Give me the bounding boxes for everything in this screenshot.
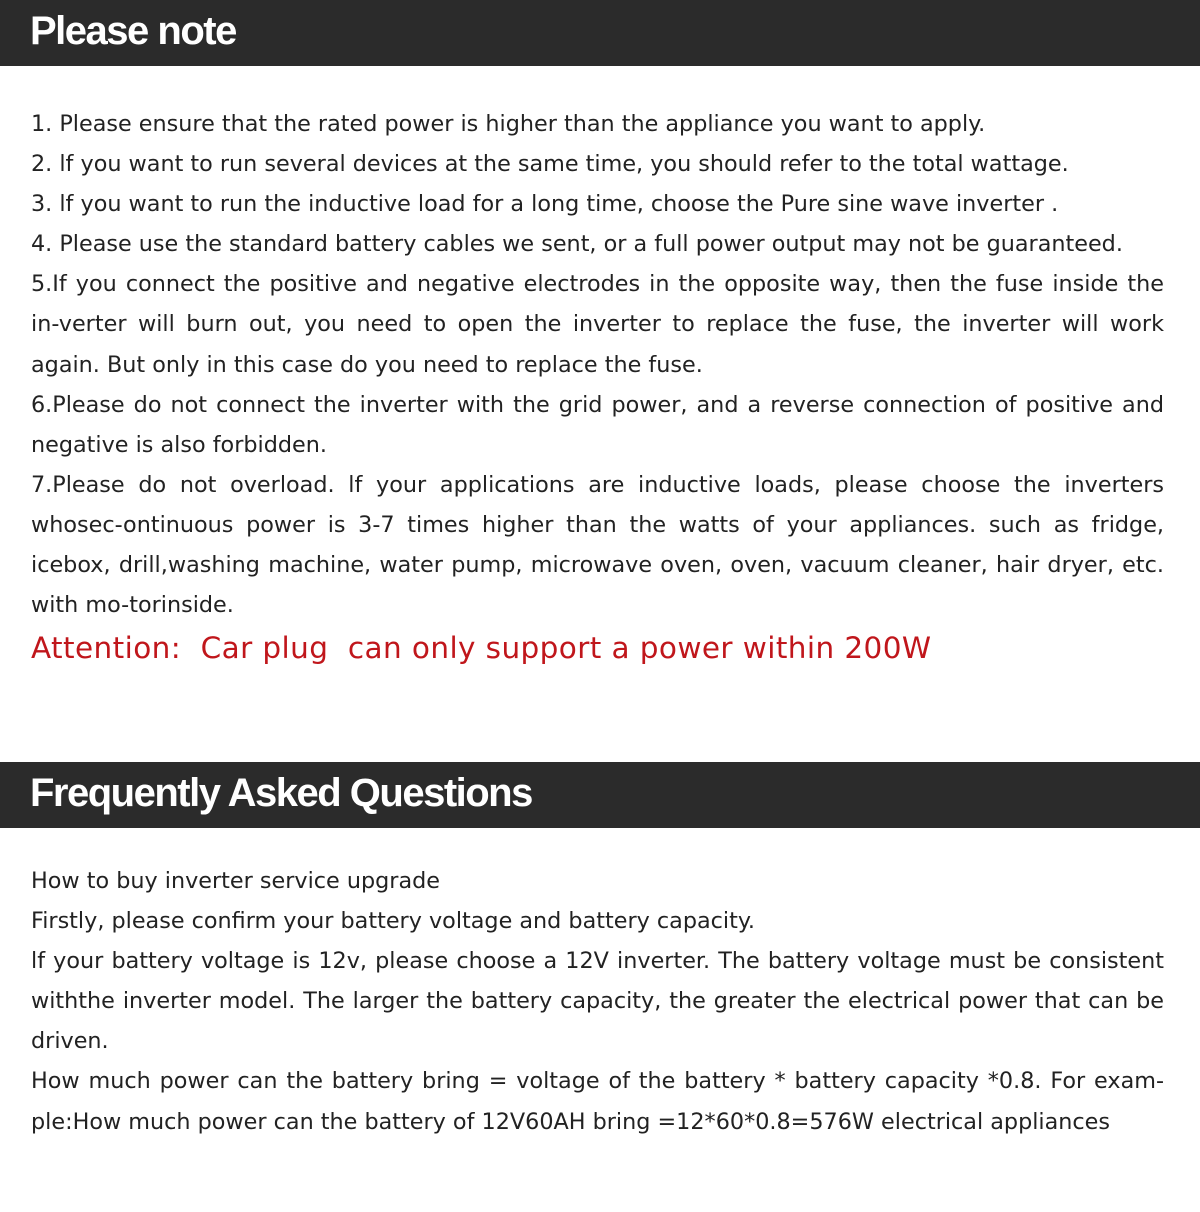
faq-content [31, 861, 1164, 1142]
note-item-1: 1. Please ensure that the rated power is higher than the appliance you want to apply. [31, 111, 986, 137]
note-item-3: 3. lf you want to run the inductive load for a long time, choose the Pure sine wave inverter . [31, 191, 1059, 218]
faq-title: Frequently Asked Questions [30, 771, 532, 815]
note-item-5: 5.If you connect the positive and negative electrodes in the opposite way, then the fuse inside the in-verter will burn out, you need to open the inverter to replace the fuse, the inverter will work again. But only in this case do you need to replace the fuse. [31, 271, 1164, 378]
note-item-4: 4. Please use the standard battery cables we sent, or a full power output may not be guaranteed. [31, 231, 1123, 258]
faq-line-2: Firstly, please confirm your battery voltage and battery capacity. [31, 908, 755, 935]
attention-warning: Attention: Car plug can only support a power within 200W [31, 631, 932, 666]
please-note-title: Please note [30, 9, 236, 53]
faq-line-3: lf your battery voltage is 12v, please choose a 12V inverter. The battery voltage must be consistent withthe inverter model. The larger the battery capacity, the greater the electrical power that can be driven. [31, 948, 1164, 1055]
faq-line-1: How to buy inverter service upgrade [31, 868, 440, 894]
note-item-2: 2. lf you want to run several devices at the same time, you should refer to the total wattage. [31, 151, 1069, 178]
note-item-6: 6.Please do not connect the inverter with the grid power, and a reverse connection of positive and negative is also forbidden. [31, 391, 1164, 458]
notes-list [31, 104, 1164, 671]
faq-line-4: How much power can the battery bring = voltage of the battery * battery capacity *0.8. For exam-ple:How much power can the battery of 12V60AH bring =12*60*0.8=576W electrical appliances [31, 1068, 1164, 1135]
please-note-header [0, 0, 1200, 66]
note-item-7: 7.Please do not overload. lf your applications are inductive loads, please choose the inverters whosec-ontinuous power is 3-7 times higher than the watts of your appliances. such as fridge, icebox, drill,washing machine, water pump, microwave oven, oven, vacuum cleaner, hair dryer, etc. with mo-torinside. [31, 471, 1164, 619]
faq-header [0, 762, 1200, 828]
